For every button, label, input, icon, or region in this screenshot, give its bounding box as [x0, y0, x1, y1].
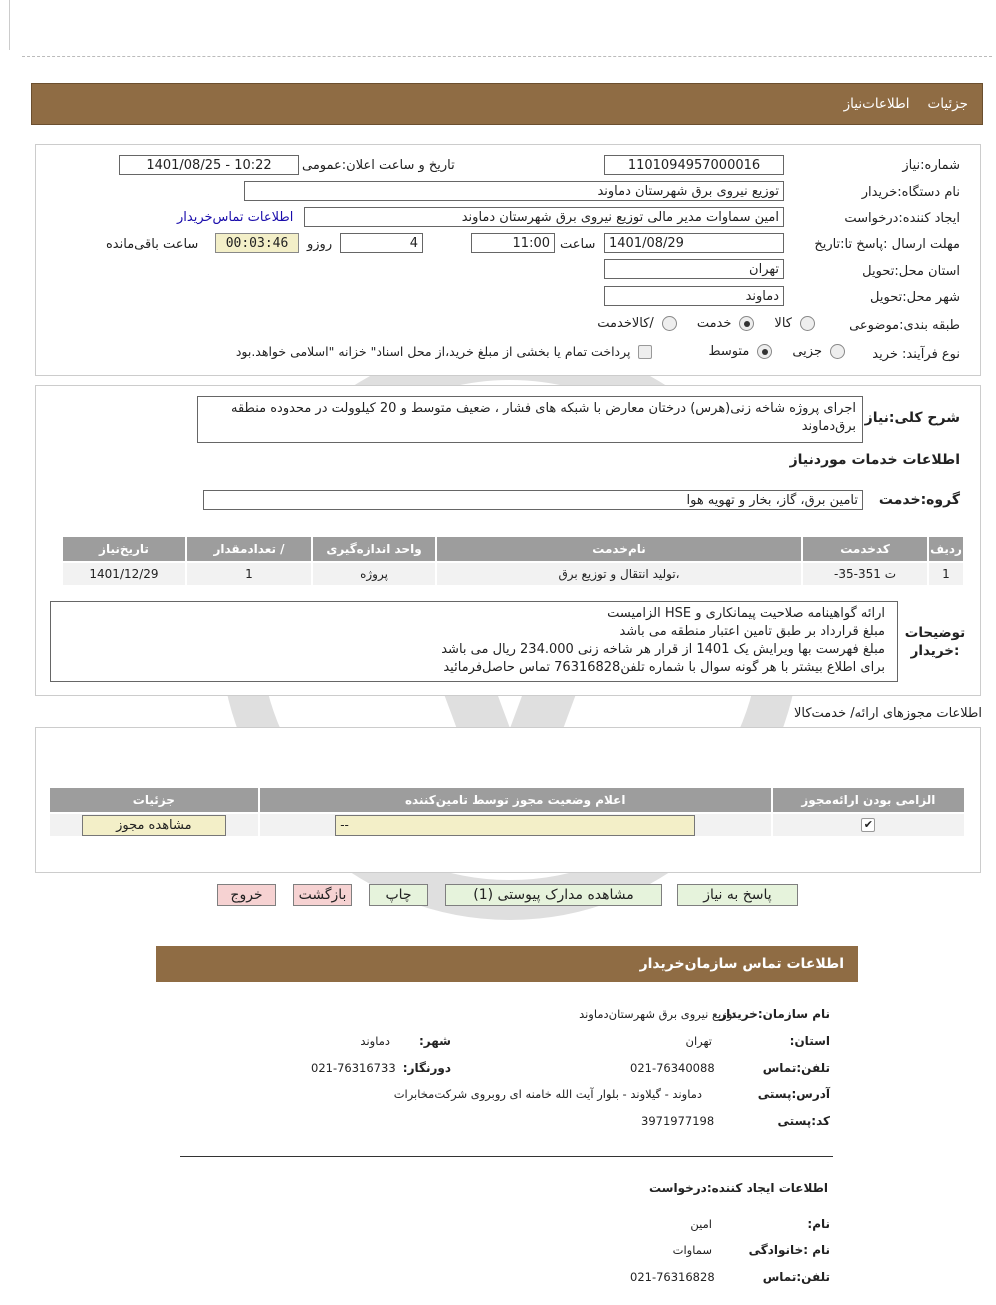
buyer-contact-link[interactable]: اطلاعات تماس‌خریدار: [177, 210, 294, 225]
contact-address-label: آدرس:پستی: [757, 1087, 830, 1101]
cell-unit: پروژه: [312, 562, 436, 586]
note-line: مبلغ قرارداد بر طبق تامین اعتبار منطقه می باشد: [619, 624, 885, 639]
top-divider: [22, 56, 992, 57]
cell-name: ،تولید انتقال و توزیع برق: [436, 562, 802, 586]
permits-title: اطلاعات مجوزهای ارائه/ خدمت‌کالا: [793, 706, 982, 721]
treasury-checkbox[interactable]: [638, 345, 652, 359]
permit-required-checkbox: ✔: [861, 818, 875, 832]
contact-city: دماوند: [360, 1034, 390, 1048]
permits-table: [48, 786, 966, 838]
category-service-label: خدمت: [696, 316, 732, 331]
view-permit-button[interactable]: مشاهده مجوز: [82, 815, 226, 836]
need-no-label: شماره:نیاز: [902, 158, 960, 173]
permit-status-cell: [259, 813, 772, 837]
description-label: شرح کلی:نیاز: [864, 410, 960, 426]
left-border-line: [9, 0, 10, 50]
creator-info-title: اطلاعات ایجاد کننده:درخواست: [648, 1181, 828, 1195]
city-field: دماوند: [604, 286, 784, 306]
category-label: طبقه بندی:موضوعی: [849, 318, 960, 333]
permit-col-required: الزامی بودن ارائه‌مجوز: [772, 787, 965, 813]
contact-fax: 021-76316733: [311, 1061, 396, 1075]
contact-postal: 3971977198: [641, 1114, 715, 1128]
cell-row: 1: [928, 562, 964, 586]
days-field: 4: [340, 233, 423, 253]
permit-status-field[interactable]: --: [335, 815, 695, 836]
contact-phone-label: تلفن:تماس: [762, 1061, 830, 1075]
col-code: کدخدمت: [802, 536, 928, 562]
attachments-button[interactable]: مشاهده مدارک پیوستی (1): [445, 884, 662, 906]
time-label: ساعت: [560, 237, 596, 252]
back-button[interactable]: بازگشت: [293, 884, 352, 906]
deadline-label: مهلت ارسال :پاسخ تا:تاریخ: [814, 237, 960, 252]
need-no-field: 1101094957000016: [604, 155, 784, 175]
service-group-label: گروه:خدمت: [878, 492, 960, 508]
creator-label: ایجاد کننده:درخواست: [844, 211, 960, 226]
creator-name: امین: [690, 1217, 712, 1231]
deadline-time-field: 11:00: [471, 233, 555, 253]
note-line: ارائه گواهینامه صلاحیت پیمانکاری و HSE الزامیست: [607, 606, 885, 621]
col-row: ردیف: [928, 536, 964, 562]
contact-org: توزیع نیروی برق شهرستان‌دماوند: [579, 1007, 736, 1021]
col-name: نام‌خدمت: [436, 536, 802, 562]
contact-header-band: [156, 946, 858, 982]
buyer-org-field: توزیع نیروی برق شهرستان دماوند: [244, 181, 784, 201]
col-qty: / تعدادمقدار: [186, 536, 312, 562]
table-row: [49, 813, 965, 837]
province-label: استان محل:تحویل: [862, 264, 960, 279]
category-both-radio[interactable]: [662, 316, 677, 331]
buyer-notes-label: توضیحات :خریدار: [904, 625, 966, 659]
province-field: تهران: [604, 259, 784, 279]
col-unit: واحد اندازه‌گیری: [312, 536, 436, 562]
reply-button[interactable]: پاسخ به نیاز: [677, 884, 798, 906]
announce-field: 1401/08/25 - 10:22: [119, 155, 299, 175]
note-line: مبلغ فهرست بها ویرایش یک 1401 از قرار هر شاخه زنی 234.000 ریال می باشد: [441, 642, 885, 657]
permits-table-header: [49, 787, 965, 813]
treasury-note: پرداخت تمام یا بخشی از مبلغ خرید،از محل اسناد" خزانه "اسلامی خواهد.بود: [235, 344, 631, 359]
remaining-label: ساعت باقی‌مانده: [106, 237, 199, 252]
contact-postal-label: کد:پستی: [777, 1114, 830, 1128]
cell-qty: 1: [186, 562, 312, 586]
contact-province-label: استان:: [789, 1034, 830, 1048]
process-partial-radio[interactable]: [830, 344, 845, 359]
category-goods-label: کالا: [774, 316, 792, 331]
process-medium-radio[interactable]: [757, 344, 772, 359]
need-info-panel: [35, 144, 981, 376]
announce-label: تاریخ و ساعت اعلان:عمومی: [302, 158, 455, 173]
remaining-timer: 00:03:46: [215, 233, 299, 253]
contact-address: دماوند - گیلاوند - بلوار آیت الله خامنه ای روبروی شرکت‌مخابرات: [393, 1087, 702, 1101]
services-table-header: [62, 536, 964, 562]
creator-family-label: نام :خانوادگی: [748, 1243, 830, 1257]
deadline-date-field: 1401/08/29: [604, 233, 784, 253]
exit-button[interactable]: خروج: [217, 884, 276, 906]
contact-title: اطلاعات تماس سازمان‌خریدار: [639, 956, 844, 972]
contact-city-label: شهر:: [419, 1034, 451, 1048]
cell-date: 1401/12/29: [62, 562, 186, 586]
creator-phone: 021-76316828: [630, 1270, 715, 1284]
buyer-org-label: نام دستگاه:خریدار: [861, 185, 960, 200]
category-goods-radio[interactable]: [800, 316, 815, 331]
services-table: [61, 535, 965, 587]
permit-col-details: جزئیات: [49, 787, 259, 813]
contact-province: تهران: [685, 1034, 712, 1048]
permit-col-status: اعلام وضعیت مجوز توسط تامین‌کننده: [259, 787, 772, 813]
col-date: تاریخ‌نیاز: [62, 536, 186, 562]
process-medium-label: متوسط: [708, 344, 750, 359]
creator-field: امین سماوات مدیر مالی توزیع نیروی برق شهرستان دماوند: [304, 207, 784, 227]
creator-name-label: نام:: [807, 1217, 830, 1231]
creator-family: سماوات: [672, 1243, 712, 1257]
permit-required-cell: [772, 813, 965, 837]
permit-details-cell: [49, 813, 259, 837]
cell-code: ت 351-35-: [802, 562, 928, 586]
contact-divider: [180, 1156, 833, 1157]
contact-org-label: نام سازمان:خریدار: [719, 1007, 830, 1021]
category-service-radio[interactable]: [739, 316, 754, 331]
days-label: روزو: [307, 237, 333, 252]
crumb-details[interactable]: جزئیات: [927, 96, 968, 112]
process-radio-group: [180, 344, 845, 359]
description-box: اجرای پروژه شاخه زنی(هرس) درختان معارض با شبکه های فشار ، ضعیف متوسط و 20 کیلوولت در محدوده منطقه برق‌دماوند: [197, 396, 863, 443]
process-label: نوع فرآیند: خرید: [872, 347, 960, 362]
category-radio-group: [580, 316, 815, 331]
crumb-need-info[interactable]: اطلاعات‌نیاز: [843, 96, 910, 112]
note-line: برای اطلاع بیشتر با هر گونه سوال با شماره تلفن76316828 تماس حاصل‌فرمائید: [443, 660, 885, 675]
buyer-notes-box: [50, 601, 898, 682]
services-title: اطلاعات خدمات موردنیاز: [789, 452, 960, 468]
city-label: شهر محل:تحویل: [870, 290, 960, 305]
print-button[interactable]: چاپ: [369, 884, 428, 906]
service-group-field: تامین برق، گاز، بخار و تهویه هوا: [203, 490, 863, 510]
creator-phone-label: تلفن:تماس: [762, 1270, 830, 1284]
contact-phone: 021-76340088: [630, 1061, 715, 1075]
contact-fax-label: دورنگار:: [402, 1061, 451, 1075]
page-header-band: [31, 83, 983, 125]
process-partial-label: جزیی: [792, 344, 822, 359]
table-row: [62, 562, 964, 586]
category-both-label: /کالاخدمت: [597, 316, 654, 331]
